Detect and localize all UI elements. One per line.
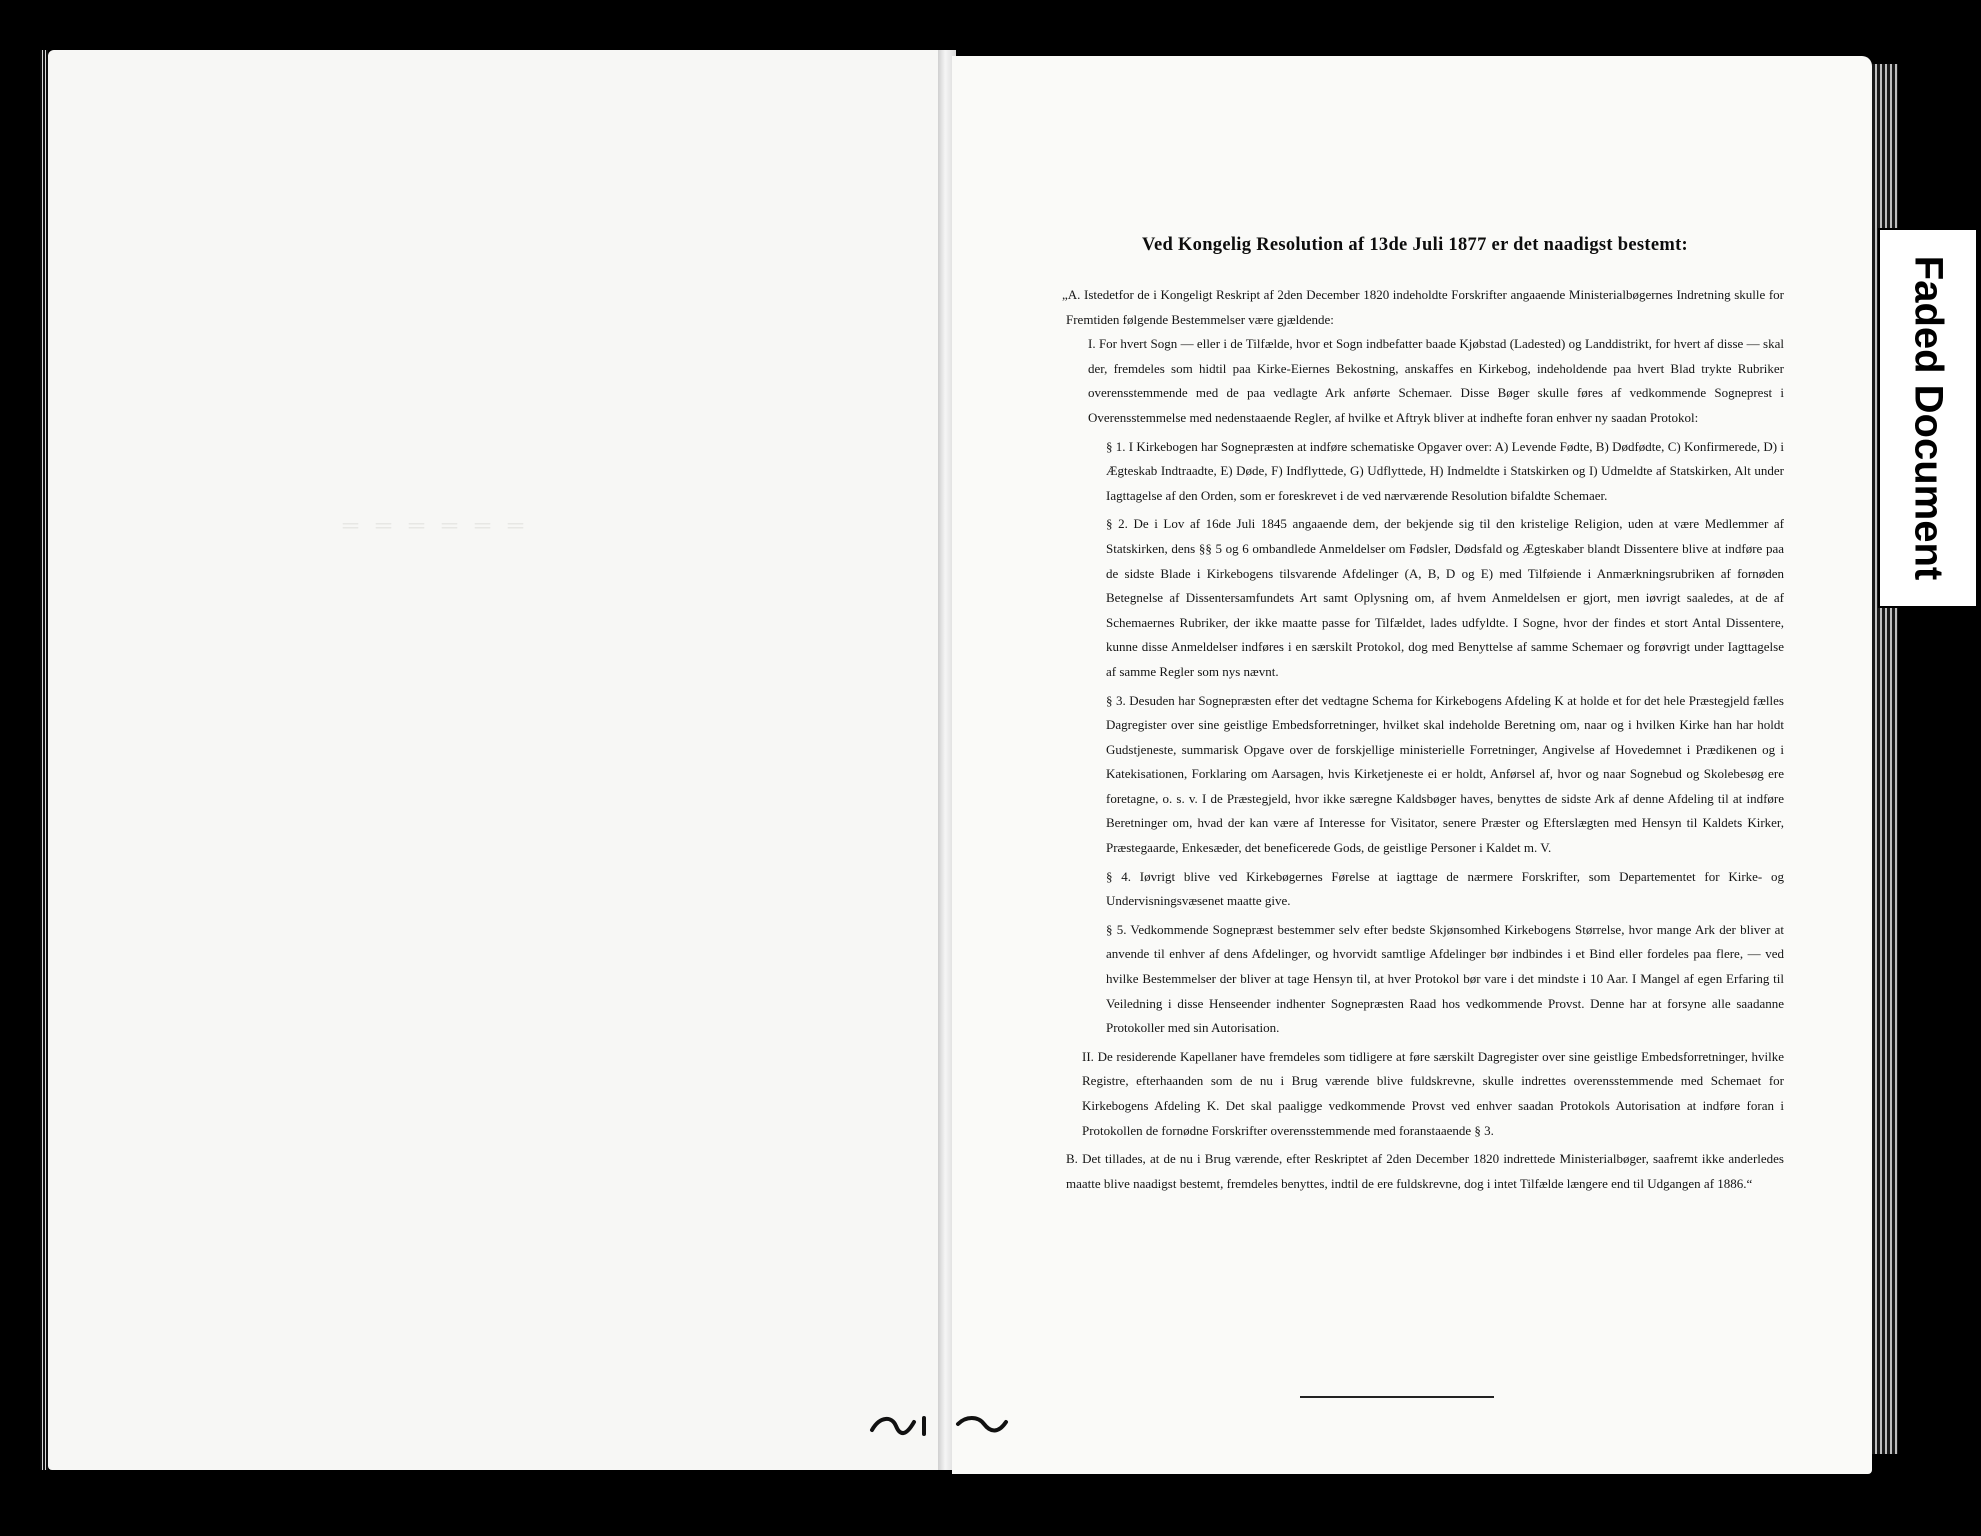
paragraph-2: § 2. De i Lov af 16de Juli 1845 angaaende dem, der bekjende sig til den kristelige Religion, uden at være Medlemmer af Statskirken, dens §§ 5 og 6 ombandlede Anmeldelser om Fødsler, Dødsfald og Ægteskaber blandt Dissentere blive at indføre paa de sidste Blade i Kirkebogens tilsvarende Afdelinger (A, B, D og E) med Tilføiende i Anmærkningsrubriken af fornøden Betegnelse af Dissentersamfundets Art samt Oplysning om, af hvem Anmeldelsen er gjort, men iøvrigt saaledes, at de af Schemaernes Rubriker, der ikke maatte passe for Tilfældet, lades udfyldte. I Sogne, hvor der findes et stort Antal Dissentere, kunne disse Anmeldelser indføres i en særskilt Protokol, dog med Benyttelse af samme Schemaer og forøvrigt under Iagttagelse af samme Regler som nys nævnt. (1106, 516, 1784, 679)
paragraph-4: § 4. Iøvrigt blive ved Kirkebøgernes Førelse at iagttage de nærmere Forskrifter, som Departementet for Kirke- og Undervisningsvæsenet maatte give. (1106, 868, 1784, 909)
section-ii: II. De residerende Kapellaner have fremdeles som tidligere at føre særskilt Dagregister over sine geistlige Embedsforretninger, hvilke Registre, efterhaanden som de nu i Brug værende blive fuldskrevne, skulle indrettes overensstemmende med Schemaet for Kirkebogens Afdeling K. Det skal paaligge vedkommende Provst ved enhver saadan Protokols Autorisation at indføre foran i Protokollen de fornødne Forskrifter overensstemmende med foranstaaende § 3. (1082, 1048, 1784, 1138)
bleed-through-text: ‗‗‗‗‗‗ (343, 495, 541, 528)
paragraph-a-intro: „A. Istedetfor de i Kongeligt Reskript af 2den December 1820 indeholdte Forskrifter angaaende Ministerialbøgernes Indretning skulle for Fremtiden følgende Bestemmelser være gjældende: (1062, 287, 1784, 327)
faded-document-stamp (1878, 228, 1978, 608)
handwritten-mark (866, 1412, 1016, 1438)
document-heading: Ved Kongelig Resolution af 13de Juli 1877 er det naadigst bestemt: (1141, 235, 1689, 255)
left-page-blank (48, 50, 948, 1470)
closing-rule (1300, 1396, 1494, 1398)
paragraph-5: § 5. Vedkommende Sognepræst bestemmer selv efter bedste Skjønsomhed Kirkebogens Størrelse, hvor mange Ark der bliver at anvende til enhver af dens Afdelinger, og hvorvidt samtlige Afdelinger bør indbindes i et Bind eller fordeles paa flere, — ved hvilke Bestemmelser der bliver at tage Hensyn til, at hver Protokol bør vare i det mindste i 10 Aar. I Mangel af egen Erfaring til Veiledning i disse Henseender indhenter Sognepræsten Raad hos vedkommende Provst. Denne har at forsyne alle saadanne Protokoller med sin Autorisation. (1106, 921, 1784, 1036)
paragraph-1: § 1. I Kirkebogen har Sognepræsten at indføre schematiske Opgaver over: A) Levende Fødte, B) Dødfødte, C) Konfirmerede, D) i Ægteskab Indtraadte, E) Døde, F) Indflyttede, G) Udflyttede, H) Indmeldte i Statskirken og I) Udmeldte af Statskirken, Alt under Iagttagelse af den Orden, som er foreskrevet i de ved nærværende Resolution bifaldte Schemaer. (1106, 438, 1784, 503)
paragraph-b: B. Det tillades, at de nu i Brug værende, efter Reskriptet af 2den December 1820 indrettede Ministerialbøger, saafremt ikke anderledes maatte blive naadigst bestemt, fremdeles benyttes, indtil de ere fuldskrevne, dog i intet Tilfælde længere end til Udgangen af 1886.“ (1066, 1151, 1784, 1191)
section-i: I. For hvert Sogn — eller i de Tilfælde, hvor et Sogn indbefatter baade Kjøbstad (Ladested) og Landdistrikt, for hvert af disse — skal der, fremdeles som hidtil paa Kirke-Eiernes Bekostning, anskaffes en Kirkebog, indeholdende paa hvert Blad trykte Rubriker overensstemmende med de paa vedlagte Ark anførte Schemaer. Disse Bøger skulle føres af vedkommende Sogneprest i Overensstemmelse med nedenstaaende Regler, af hvilke et Aftryk bliver at indhefte foran enhver ny saadan Protokol: (1088, 336, 1784, 425)
document-body (1062, 283, 1784, 1196)
stamp-label: Faded Document (1906, 255, 1951, 581)
left-page-edge (40, 50, 48, 1470)
paragraph-3: § 3. Desuden har Sognepræsten efter det vedtagne Schema for Kirkebogens Afdeling K at holde et for det hele Præstegjeld fælles Dagregister over sine geistlige Embedsforretninger, hvilket skal indeholde Beretning om, naar og i hvilken Kirke han har holdt Gudstjeneste, summarisk Opgave over de forskjellige ministerielle Forretninger, Angivelse af Hovedemnet i Prædikenen og i Katekisationen, Forklaring om Aarsagen, hvis Kirketjeneste ei er holdt, Anførsel af, hvor og naar Sognebud og Skolebesøg ere foretagne, o. s. v. I de Præstegjeld, hvor ikke særegne Kaldsbøger haves, benyttes de sidste Ark af denne Afdeling til at indføre Beretninger om, hvad der kan være af Interesse for Visitator, senere Præster og Efterslægten med Hensyn til Kaldets Kirker, Præstegaarde, Enkesæder, det beneficerede Gods, de geistlige Personer i Kaldet m. V. (1106, 692, 1784, 856)
